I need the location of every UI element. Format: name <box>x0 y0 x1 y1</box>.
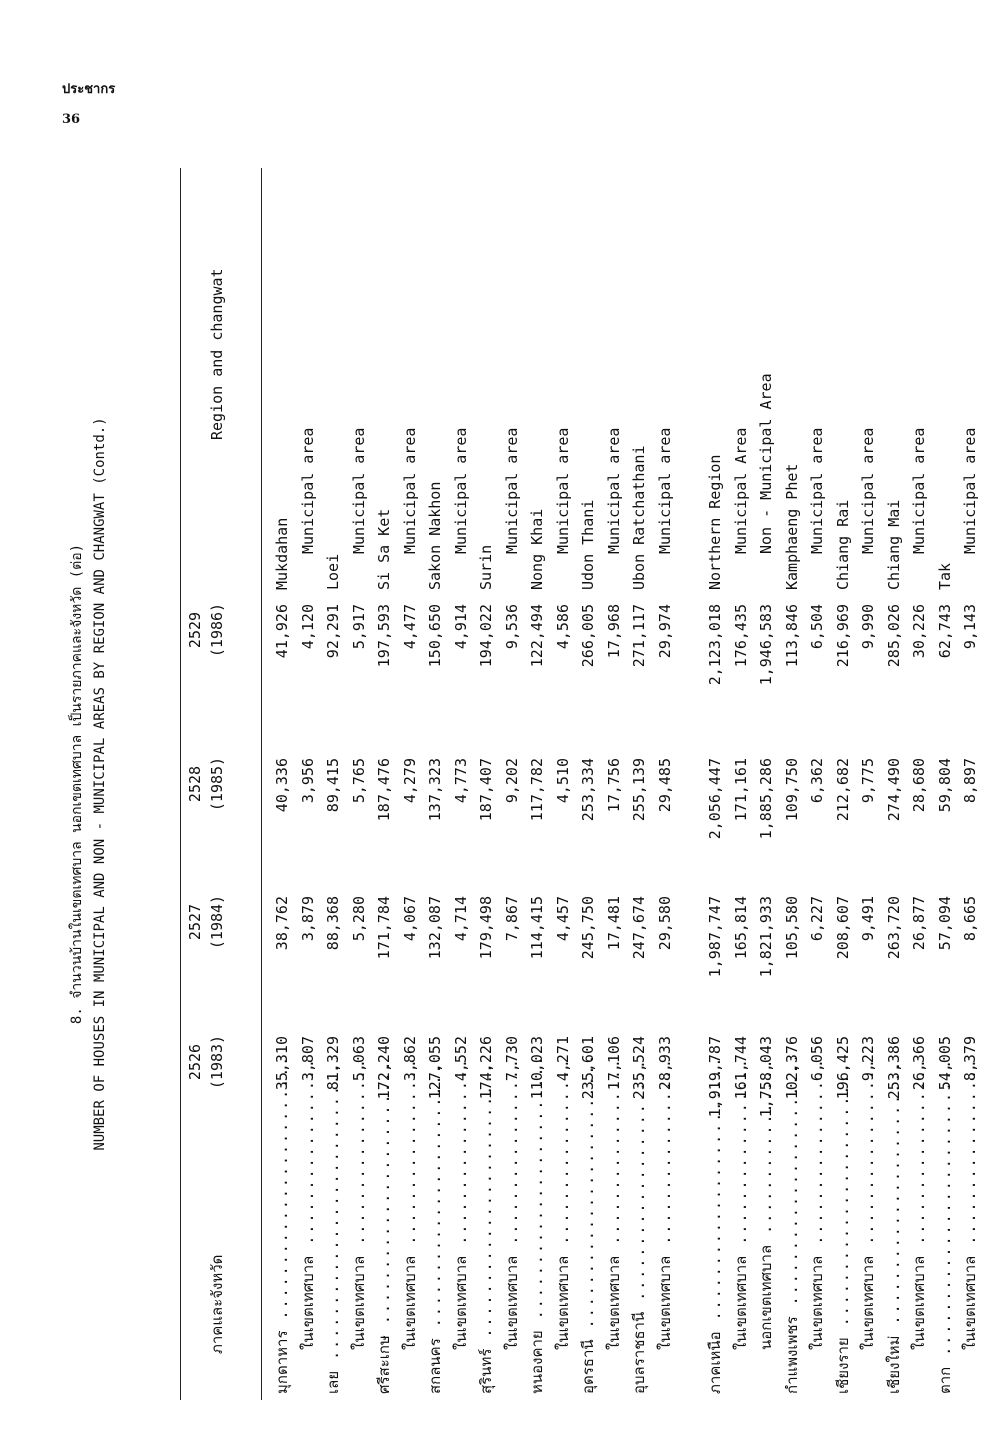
row-label-en: Municipal area <box>349 427 368 554</box>
row-label-en: Municipal area <box>961 427 979 554</box>
table-row <box>805 168 831 1400</box>
row-label-en: Sakon Nakhon <box>426 481 444 590</box>
row-label-en: Nong Khai <box>528 508 546 590</box>
table-row <box>398 168 424 1400</box>
value-cell: 4,914 <box>451 604 470 650</box>
row-label-thai: ในเขตเทศบาล ..... <box>729 1058 755 1394</box>
value-cell: 9,143 <box>961 604 979 650</box>
value-cell: 235,601 <box>579 1036 597 1100</box>
year-be: 2528 <box>186 765 204 803</box>
page-number: 36 <box>62 112 81 127</box>
value-cell: 1,987,747 <box>706 896 724 978</box>
value-cell: 208,607 <box>833 896 852 960</box>
value-cell: 9,223 <box>859 1036 877 1082</box>
row-label-thai: ในเขตเทศบาล ..... <box>449 1058 475 1394</box>
value-cell: 197,593 <box>375 604 393 668</box>
table-row <box>729 168 755 1400</box>
row-label-thai: ในเขตเทศบาล ..... <box>500 1058 526 1394</box>
value-cell: 9,990 <box>859 604 877 650</box>
row-label-en: Northern Region <box>706 454 724 590</box>
value-cell: 4,477 <box>400 604 419 650</box>
value-cell: 1,885,286 <box>757 758 775 840</box>
value-cell: 26,877 <box>910 896 928 951</box>
table-row <box>703 168 729 1400</box>
table-row <box>423 168 449 1400</box>
value-cell: 172,240 <box>375 1036 393 1100</box>
col-header-thai: ภาคและจังหวัด <box>208 1254 226 1354</box>
row-label-en: Mukdahan <box>273 517 291 590</box>
value-cell: 216,969 <box>833 604 852 668</box>
year-ce: (1985) <box>208 756 226 812</box>
value-cell: 9,536 <box>502 604 521 650</box>
col-header-2527 <box>184 872 228 972</box>
table-row <box>270 168 296 1400</box>
row-label-thai: กำแพงเพชร ..... <box>780 1058 806 1394</box>
value-cell: 255,139 <box>630 758 648 822</box>
row-label-en: Municipal area <box>910 427 928 554</box>
value-cell: 2,056,447 <box>706 758 724 840</box>
page-header: ประชากร <box>62 82 116 97</box>
row-label-thai: เชียงใหม่ ..... <box>882 1058 908 1394</box>
table-row <box>576 168 602 1400</box>
col-header-en: Region and changwat <box>208 268 226 440</box>
table-row <box>831 168 857 1400</box>
col-header-2528 <box>184 734 228 834</box>
value-cell: 171,784 <box>375 896 393 960</box>
value-cell: 4,773 <box>451 758 470 804</box>
value-cell: 4,120 <box>298 604 317 650</box>
value-cell: 1,946,583 <box>757 604 775 686</box>
table-row <box>754 168 780 1400</box>
value-cell: 6,227 <box>808 896 826 942</box>
row-label-thai: ในเขตเทศบาล ..... <box>856 1058 882 1394</box>
row-label-thai: ในเขตเทศบาล ..... <box>907 1058 933 1394</box>
value-cell: 4,552 <box>451 1036 470 1082</box>
value-cell: 274,490 <box>884 758 903 822</box>
table-row <box>347 168 373 1400</box>
value-cell: 62,743 <box>935 604 954 659</box>
row-label-en: Municipal area <box>859 427 877 554</box>
value-cell: 105,580 <box>782 896 801 960</box>
value-cell: 30,226 <box>910 604 928 659</box>
table-row <box>602 168 628 1400</box>
value-cell: 122,494 <box>528 604 546 668</box>
value-cell: 9,775 <box>859 758 877 804</box>
row-label-en: Chiang Mai <box>884 499 903 590</box>
year-ce: (1986) <box>208 602 226 658</box>
value-cell: 161,744 <box>731 1036 750 1100</box>
table-row <box>627 168 653 1400</box>
year-ce: (1983) <box>208 1034 226 1090</box>
value-cell: 174,226 <box>477 1036 495 1100</box>
value-cell: 6,362 <box>808 758 826 804</box>
row-label-thai: ศรีสะเกษ ..... <box>372 1058 398 1394</box>
value-cell: 253,334 <box>579 758 597 822</box>
value-cell: 176,435 <box>731 604 750 668</box>
row-label-en: Municipal Area <box>731 427 750 554</box>
row-label-en: Ubon Ratchathani <box>630 445 648 590</box>
col-header-2529 <box>184 580 228 680</box>
value-cell: 8,379 <box>961 1036 979 1082</box>
value-cell: 110,023 <box>528 1036 546 1100</box>
value-cell: 54,005 <box>935 1036 954 1091</box>
value-cell: 59,804 <box>935 758 954 813</box>
value-cell: 4,279 <box>400 758 419 804</box>
value-cell: 5,765 <box>349 758 368 804</box>
value-cell: 247,674 <box>630 896 648 960</box>
row-label-en: Surin <box>477 544 495 590</box>
row-label-thai: ในเขตเทศบาล ..... <box>602 1058 628 1394</box>
row-label-en: Si Sa Ket <box>375 508 393 590</box>
value-cell: 6,504 <box>808 604 826 650</box>
table-row <box>525 168 551 1400</box>
value-cell: 8,665 <box>961 896 979 942</box>
value-cell: 253,386 <box>884 1036 903 1100</box>
row-label-en: Municipal area <box>400 427 419 554</box>
value-cell: 5,917 <box>349 604 368 650</box>
table-row <box>449 168 475 1400</box>
row-label-en: Municipal area <box>604 427 623 554</box>
value-cell: 117,782 <box>528 758 546 822</box>
value-cell: 40,336 <box>273 758 291 813</box>
year-be: 2527 <box>186 903 204 941</box>
row-label-thai: เลย ..... <box>321 1058 347 1394</box>
value-cell: 7,867 <box>502 896 521 942</box>
table-row <box>321 168 347 1400</box>
value-cell: 88,368 <box>324 896 342 951</box>
value-cell: 4,714 <box>451 896 470 942</box>
row-label-en: Tak <box>935 562 954 590</box>
value-cell: 235,524 <box>630 1036 648 1100</box>
row-label-en: Non - Municipal Area <box>757 373 775 554</box>
row-label-en: Municipal area <box>502 427 521 554</box>
value-cell: 4,271 <box>553 1036 572 1082</box>
value-cell: 3,879 <box>298 896 317 942</box>
value-cell: 1,821,933 <box>757 896 775 978</box>
table-row <box>500 168 526 1400</box>
table-body <box>270 168 984 1400</box>
row-label-thai: ในเขตเทศบาล ..... <box>347 1058 373 1394</box>
value-cell: 171,161 <box>731 758 750 822</box>
value-cell: 1,758,043 <box>757 1036 775 1118</box>
table-row <box>372 168 398 1400</box>
rotated-table <box>58 168 979 1400</box>
value-cell: 127,055 <box>426 1036 444 1100</box>
row-label-thai: ในเขตเทศบาล ..... <box>398 1058 424 1394</box>
value-cell: 179,498 <box>477 896 495 960</box>
table-title-thai: 8. จำนวนบ้านในเขตเทศบาล นอกเขตเทศบาล เป็นรายภาคและจังหวัด (ต่อ) <box>69 543 85 1025</box>
row-label-thai: ตาก ..... <box>933 1058 959 1394</box>
table-row <box>474 168 500 1400</box>
row-label-thai: อุดรธานี ..... <box>576 1058 602 1394</box>
row-label-en: Kamphaeng Phet <box>782 463 801 590</box>
value-cell: 266,005 <box>579 604 597 668</box>
row-label-thai: ในเขตเทศบาล ..... <box>653 1058 679 1394</box>
value-cell: 26,366 <box>910 1036 928 1091</box>
row-label-en: Municipal area <box>655 427 674 554</box>
table-row <box>907 168 933 1400</box>
value-cell: 28,680 <box>910 758 928 813</box>
year-be: 2526 <box>186 1043 204 1081</box>
row-label-thai: ในเขตเทศบาล ..... <box>805 1058 831 1394</box>
value-cell: 29,974 <box>655 604 674 659</box>
value-cell: 102,376 <box>782 1036 801 1100</box>
row-label-thai: อุบลราชธานี ..... <box>627 1058 653 1394</box>
year-be: 2529 <box>186 611 204 649</box>
year-ce: (1984) <box>208 894 226 950</box>
section-gap <box>678 168 703 1400</box>
value-cell: 245,750 <box>579 896 597 960</box>
value-cell: 92,291 <box>324 604 342 659</box>
value-cell: 5,063 <box>349 1036 368 1082</box>
row-label-en: Municipal area <box>808 427 826 554</box>
row-label-en: Municipal area <box>553 427 572 554</box>
value-cell: 6,056 <box>808 1036 826 1082</box>
row-label-en: Municipal area <box>451 427 470 554</box>
value-cell: 165,814 <box>731 896 750 960</box>
header-rule <box>261 168 262 1400</box>
value-cell: 28,933 <box>655 1036 674 1091</box>
table-row <box>958 168 984 1400</box>
value-cell: 9,491 <box>859 896 877 942</box>
top-rule <box>180 168 181 1400</box>
row-label-thai: มุกดาหาร ..... <box>270 1058 296 1394</box>
value-cell: 38,762 <box>273 896 291 951</box>
value-cell: 114,415 <box>528 896 546 960</box>
value-cell: 17,756 <box>604 758 623 813</box>
value-cell: 17,481 <box>604 896 623 951</box>
value-cell: 212,682 <box>833 758 852 822</box>
value-cell: 41,926 <box>273 604 291 659</box>
table-row <box>296 168 322 1400</box>
value-cell: 1,919,787 <box>706 1036 724 1118</box>
value-cell: 29,580 <box>655 896 674 951</box>
value-cell: 3,862 <box>400 1036 419 1082</box>
value-cell: 196,425 <box>833 1036 852 1100</box>
row-label-thai: ในเขตเทศบาล ..... <box>958 1058 984 1394</box>
value-cell: 81,329 <box>324 1036 342 1091</box>
row-label-thai: หนองคาย ..... <box>525 1058 551 1394</box>
table-row <box>551 168 577 1400</box>
table-row <box>933 168 959 1400</box>
row-label-thai: เชียงราย ..... <box>831 1058 857 1394</box>
value-cell: 2,123,018 <box>706 604 724 686</box>
value-cell: 3,807 <box>298 1036 317 1082</box>
value-cell: 4,457 <box>553 896 572 942</box>
row-label-en: Chiang Rai <box>833 499 852 590</box>
value-cell: 187,407 <box>477 758 495 822</box>
value-cell: 194,022 <box>477 604 495 668</box>
row-label-thai: ในเขตเทศบาล ..... <box>296 1058 322 1394</box>
value-cell: 285,026 <box>884 604 903 668</box>
row-label-thai: สกลนคร ..... <box>423 1058 449 1394</box>
row-label-en: Municipal area <box>298 427 317 554</box>
table-row <box>780 168 806 1400</box>
value-cell: 35,310 <box>273 1036 291 1091</box>
row-label-en: Udon Thani <box>579 499 597 590</box>
table-row <box>882 168 908 1400</box>
row-label-en: Loei <box>324 553 342 590</box>
value-cell: 17,968 <box>604 604 623 659</box>
value-cell: 113,846 <box>782 604 801 668</box>
value-cell: 187,476 <box>375 758 393 822</box>
value-cell: 137,323 <box>426 758 444 822</box>
col-header-2526 <box>184 1012 228 1112</box>
row-label-thai: สุรินทร์ ..... <box>474 1058 500 1394</box>
table-row <box>856 168 882 1400</box>
value-cell: 4,510 <box>553 758 572 804</box>
value-cell: 109,750 <box>782 758 801 822</box>
value-cell: 3,956 <box>298 758 317 804</box>
value-cell: 89,415 <box>324 758 342 813</box>
value-cell: 8,897 <box>961 758 979 804</box>
value-cell: 17,106 <box>604 1036 623 1091</box>
value-cell: 4,067 <box>400 896 419 942</box>
value-cell: 4,586 <box>553 604 572 650</box>
value-cell: 29,485 <box>655 758 674 813</box>
value-cell: 263,720 <box>884 896 903 960</box>
value-cell: 9,202 <box>502 758 521 804</box>
value-cell: 7,730 <box>502 1036 521 1082</box>
value-cell: 57,094 <box>935 896 954 951</box>
value-cell: 271,117 <box>630 604 648 668</box>
table-row <box>653 168 679 1400</box>
row-label-thai: ภาคเหนือ ..... <box>703 1058 729 1394</box>
row-label-thai: ในเขตเทศบาล ..... <box>551 1058 577 1394</box>
value-cell: 150,650 <box>426 604 444 668</box>
value-cell: 132,087 <box>426 896 444 960</box>
value-cell: 5,280 <box>349 896 368 942</box>
row-label-thai: นอกเขตเทศบาล ..... <box>754 1058 780 1394</box>
table-title-en: NUMBER OF HOUSES IN MUNICIPAL AND NON - MUNICIPAL AREAS BY REGION AND CHANGWAT (Contd.) <box>92 417 108 1151</box>
